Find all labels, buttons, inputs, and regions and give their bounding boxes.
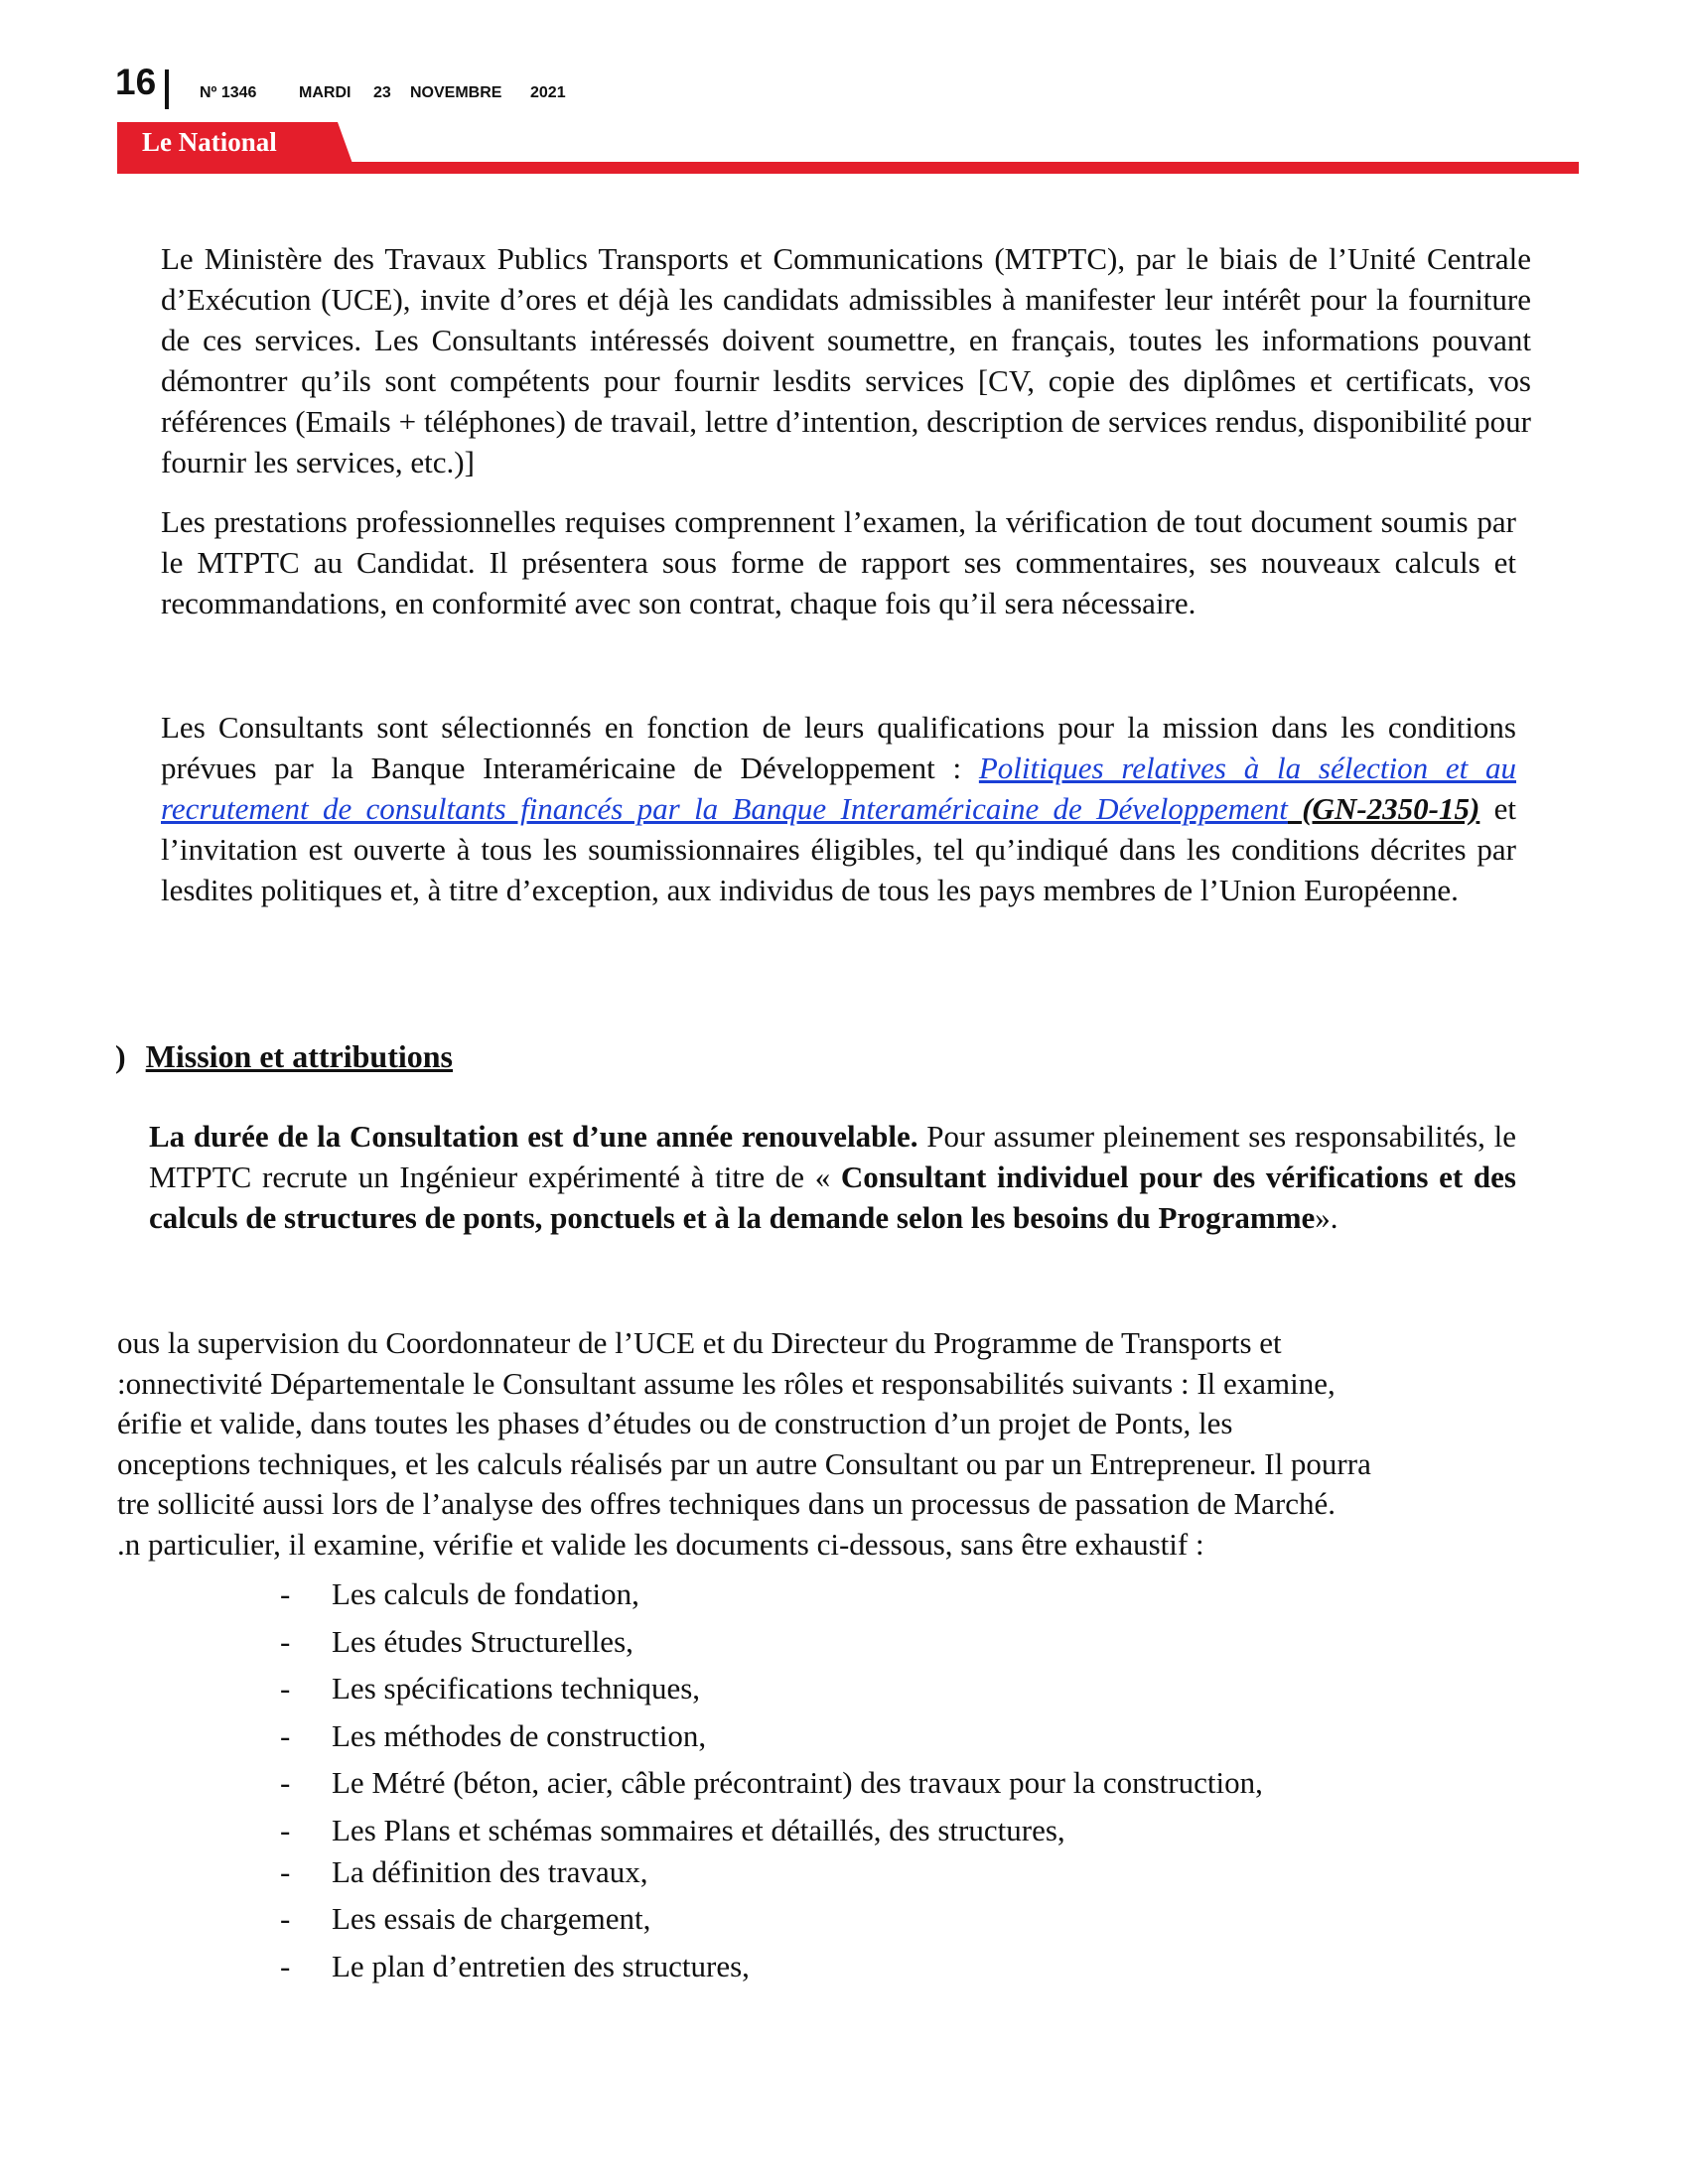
supervision-line: érifie et valide, dans toutes les phases d’études ou de construction d’un projet de Ponts, les bbox=[117, 1406, 1233, 1440]
list-item: - Les essais de chargement, bbox=[280, 1899, 1263, 1947]
page-number: 16 bbox=[115, 62, 157, 102]
policy-reference: (GN-2350-15) bbox=[1287, 791, 1480, 826]
list-dash: - bbox=[280, 1901, 291, 1936]
list-item: - La définition des travaux, bbox=[280, 1852, 1263, 1900]
supervision-line: ous la supervision du Coordonnateur de l’UCE et du Directeur du Programme de Transports et bbox=[117, 1325, 1282, 1360]
list-item: - Les Plans et schémas sommaires et détaillés, des structures, bbox=[280, 1811, 1263, 1852]
policy-link[interactable]: Politiques relatives à la sélection et au recrutement de consultants financés par la Banque Interaméricaine de Développement bbox=[161, 751, 1516, 826]
list-dash: - bbox=[280, 1717, 291, 1753]
list-dash: - bbox=[280, 1948, 291, 1983]
intro-paragraph-1: Le Ministère des Travaux Publics Transports et Communications (MTPTC), par le biais de l’Unité Centrale d’Exécution (UCE), invite d’ores et déjà les candidats admissibles à manifester leur intérêt pour la fourniture de ces services. Les Consultants intéressés doivent soumettre, en français, toutes les informations pouvant démontrer qu’ils sont compétents pour fournir lesdits services [CV, copie des diplômes et certificats, vos références (Emails + téléphones) de travail, lettre d’intention, description de services rendus, disponibilité pour fournir les services, etc.)] bbox=[161, 241, 1531, 479]
section-name: Le National bbox=[142, 127, 277, 157]
list-item: - Les études Structurelles, bbox=[280, 1622, 1263, 1670]
mission-heading-title: Mission et attributions bbox=[145, 1038, 453, 1074]
list-item: - Les calculs de fondation, bbox=[280, 1574, 1263, 1622]
mission-paragraph-middle: Pour assumer pleinement ses responsabilités, le MTPTC recrute un Ingénieur expérimenté à titre de « bbox=[149, 1119, 1516, 1194]
intro-paragraph-2: Les prestations professionnelles requises comprennent l’examen, la vérification de tout document soumis par le MTPTC au Candidat. Il présentera sous forme de rapport ses commentaires, ses nouveaux calculs et recommandations, en conformité avec son contrat, chaque fois qu’il sera nécessaire. bbox=[161, 504, 1516, 620]
documents-list bbox=[280, 1574, 1263, 1993]
mission-paragraph bbox=[149, 1116, 1516, 1238]
intro-paragraph-3-lead: Les Consultants sont sélectionnés en fonction de leurs qualifications pour la mission dans les conditions prévues par la Banque Interaméricaine de Développement : bbox=[161, 710, 1516, 785]
mission-duration: La durée de la Consultation est d’une année renouvelable. bbox=[149, 1119, 918, 1154]
list-dash: - bbox=[280, 1853, 291, 1889]
supervision-line: :onnectivité Départementale le Consultant assume les rôles et responsabilités suivants : Il examine, bbox=[117, 1365, 1336, 1401]
intro-paragraph-3-end: et l’invitation est ouverte à tous les soumissionnaires éligibles, tel qu’indiqué dans les conditions décrites par lesdites politiques et, à titre d’exception, aux individus de tous les pays membres de l’Union Européenne. bbox=[161, 791, 1517, 907]
issue-day: MARDI bbox=[299, 84, 352, 101]
list-dash: - bbox=[280, 1812, 291, 1847]
intro-paragraph-3 bbox=[161, 707, 1516, 910]
list-item: - Le Métré (béton, acier, câble précontraint) des travaux pour la construction, bbox=[280, 1763, 1263, 1811]
supervision-line: tre sollicité aussi lors de l’analyse des offres techniques dans un processus de passation de Marché. bbox=[117, 1486, 1336, 1521]
supervision-line: .n particulier, il examine, vérifie et valide les documents ci-dessous, sans être exhaustif : bbox=[117, 1526, 1204, 1562]
supervision-paragraph bbox=[117, 1323, 1371, 1565]
issue-year: 2021 bbox=[530, 84, 566, 101]
list-dash: - bbox=[280, 1765, 291, 1800]
issue-month: NOVEMBRE bbox=[410, 84, 502, 101]
list-item: - Les spécifications techniques, bbox=[280, 1669, 1263, 1716]
issue-number: Nº 1346 bbox=[200, 84, 257, 101]
issue-date: 23 bbox=[373, 84, 391, 101]
supervision-line: onceptions techniques, et les calculs réalisés par un autre Consultant ou par un Entrepreneur. Il pourra bbox=[117, 1445, 1371, 1481]
page-number-divider bbox=[165, 69, 169, 109]
mission-paragraph-end: ». bbox=[1315, 1200, 1338, 1235]
mission-heading-marker: ) bbox=[115, 1038, 126, 1074]
list-item: - Le plan d’entretien des structures, bbox=[280, 1947, 1263, 1994]
list-dash: - bbox=[280, 1623, 291, 1659]
mission-heading bbox=[115, 1036, 453, 1076]
mission-role: Consultant individuel pour des vérifications et des calculs de structures de ponts, ponctuels et à la demande selon les besoins du Programme bbox=[149, 1160, 1516, 1235]
list-dash: - bbox=[280, 1576, 291, 1611]
list-item: - Les méthodes de construction, bbox=[280, 1716, 1263, 1764]
list-dash: - bbox=[280, 1671, 291, 1706]
